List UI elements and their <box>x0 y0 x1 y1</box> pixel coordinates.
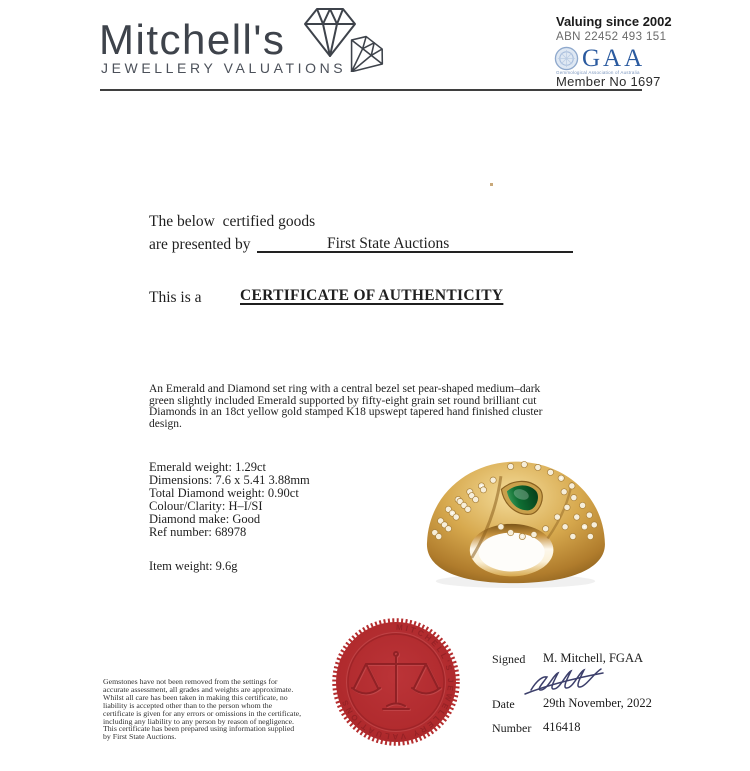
certificate-title: CERTIFICATE OF AUTHENTICITY <box>240 287 504 304</box>
description-line: green slightly included Emerald supported by fifty-eight grain set round brilliant cut <box>149 394 537 407</box>
description-line: design. <box>149 418 182 431</box>
description-line: Diamonds in an 18ct yellow gold stamped K18 upswept tapered hand finished cluster <box>149 406 543 419</box>
signature-scribble <box>523 666 618 698</box>
number-value: 416418 <box>543 720 581 734</box>
scan-artifact-speck <box>490 183 493 186</box>
presenter-name: First State Auctions <box>327 235 450 252</box>
title-intro: This is a <box>149 289 202 306</box>
wax-seal <box>330 616 462 748</box>
detail-line-diamond-weight: Total Diamond weight: 0.90ct <box>149 485 299 500</box>
description-line: An Emerald and Diamond set ring with a central bezel set pear-shaped medium–dark <box>149 383 541 395</box>
item-description <box>149 384 542 431</box>
date-value: 29th November, 2022 <box>543 696 652 710</box>
item-weight-text: Item weight: 9.6g <box>149 559 238 573</box>
detail-line-ref-number: Ref number: 68978 <box>149 524 247 539</box>
diamonds-icon <box>303 6 395 72</box>
member-number-text: Member No 1697 <box>556 74 661 89</box>
detail-line-diamond-make: Diamond make: Good <box>149 511 261 526</box>
signed-label: Signed <box>492 652 526 666</box>
presented-line-1: The below certified goods <box>149 213 316 230</box>
detail-line-emerald-weight: Emerald weight: 1.29ct <box>149 460 266 474</box>
presented-line-2: are presented by <box>149 236 251 253</box>
ring-photo <box>413 449 618 589</box>
disclaimer-text: Gemstones have not been removed from the settings for accurate assessment, all grades and weights are approximate. Whilst all care has been taken in making this certificate, no liability is accepted other than to the person whom the certificate is given for any errors or omissions in the certificate, including any liability to any person by reason of negligence. This certificate has been prepared using information supplied by First State Auctions. <box>103 677 302 742</box>
gem-details-list <box>149 461 310 538</box>
gaa-acronym: GAA <box>582 45 646 72</box>
brand-name: Mitchell's <box>99 16 286 63</box>
gaa-emblem-icon <box>554 46 579 71</box>
valuing-since-text: Valuing since 2002 <box>556 14 672 29</box>
abn-text: ABN 22452 493 151 <box>556 31 667 43</box>
seal-ring-text: MITCHELL'S JEWELLERY VALUATIONS <box>339 622 456 742</box>
detail-line-dimensions: Dimensions: 7.6 x 5.41 3.88mm <box>149 472 310 487</box>
detail-line-colour-clarity: Colour/Clarity: H–I/SI <box>149 498 263 513</box>
header-divider <box>100 89 642 91</box>
brand-subtitle: JEWELLERY VALUATIONS <box>101 60 347 76</box>
gaa-logo <box>554 46 645 71</box>
date-label: Date <box>492 697 515 711</box>
gaa-caption: Gemmological Association of Australia <box>556 70 640 75</box>
number-label: Number <box>492 721 532 735</box>
signed-value: M. Mitchell, FGAA <box>543 651 643 665</box>
